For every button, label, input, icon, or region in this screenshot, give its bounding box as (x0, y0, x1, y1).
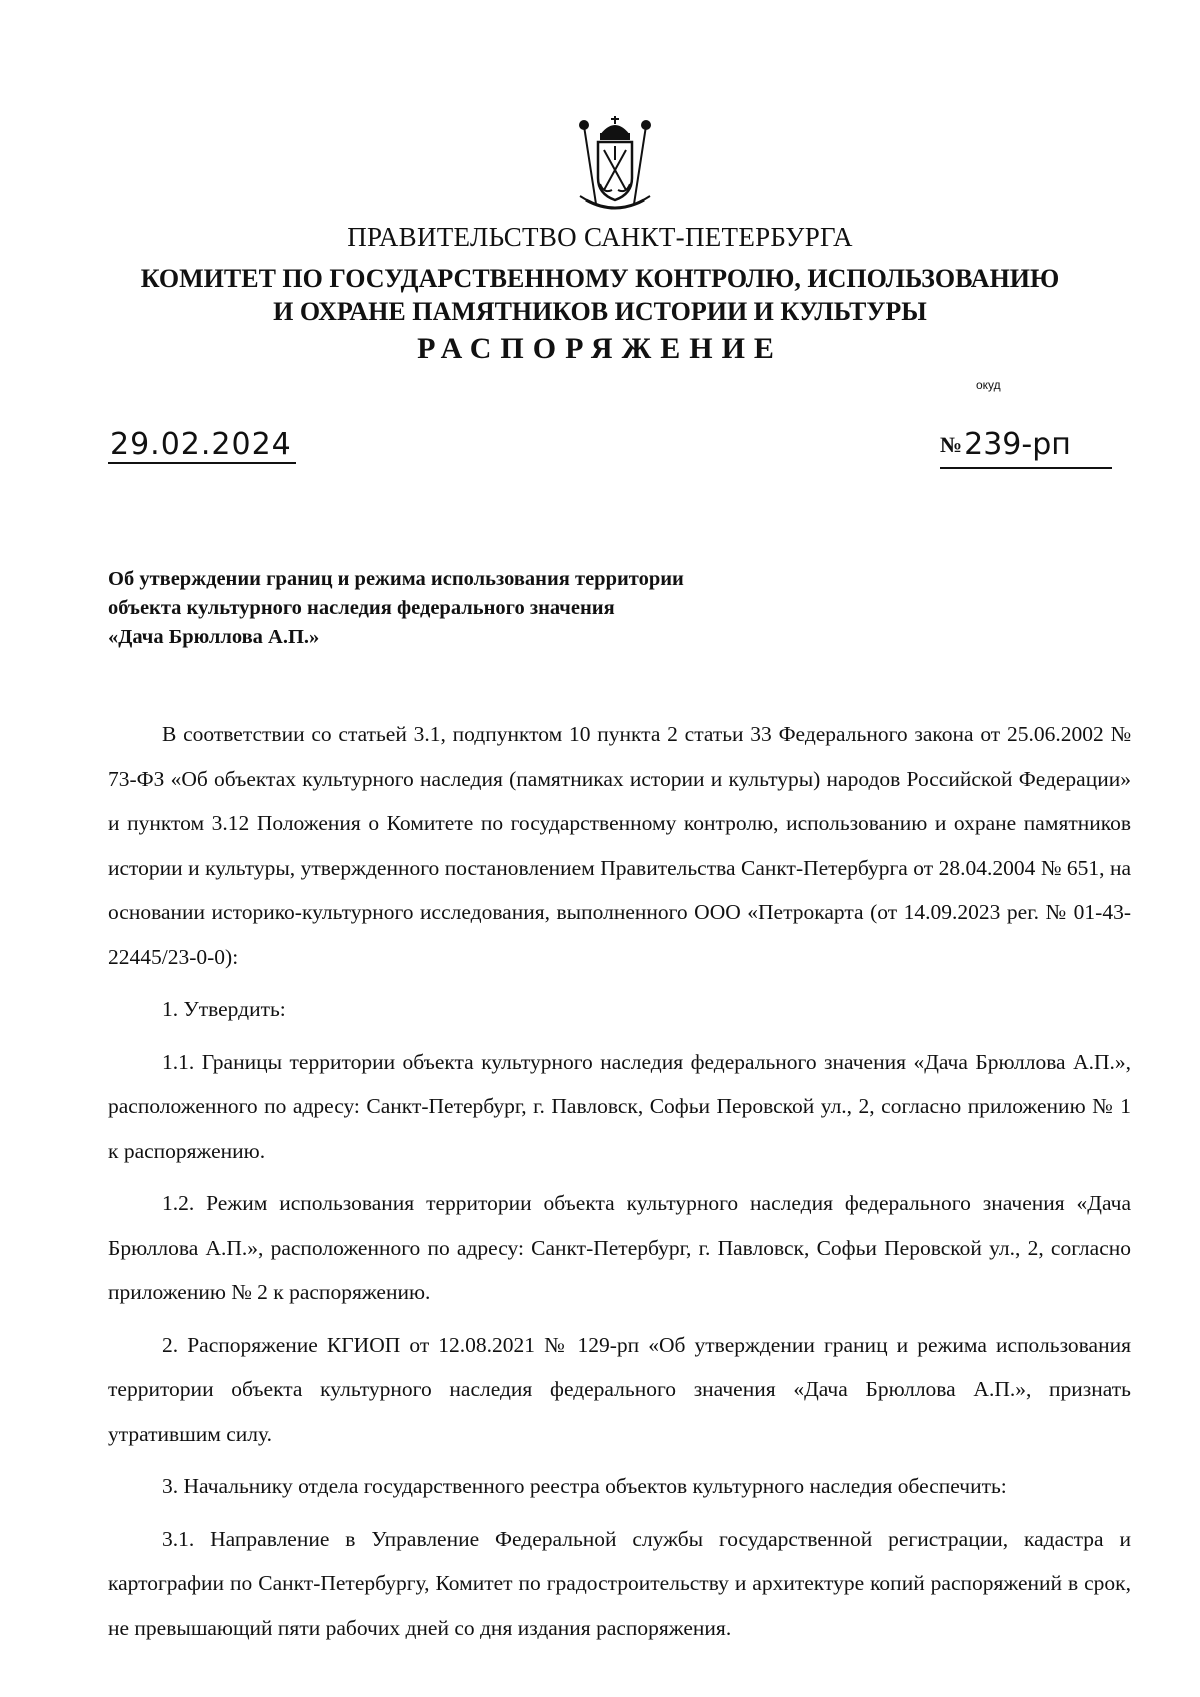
coat-of-arms-emblem (572, 112, 658, 216)
subject-line-2: объекта культурного наследия федерального значения (108, 597, 615, 619)
document-subject (108, 565, 868, 652)
document-body (108, 712, 1131, 1650)
document-type-title: РАСПОРЯЖЕНИЕ (417, 332, 783, 365)
okud-label: окуд (976, 378, 1001, 392)
document-date: 29.02.2024 (108, 428, 296, 464)
government-heading: ПРАВИТЕЛЬСТВО САНКТ-ПЕТЕРБУРГА (347, 222, 853, 252)
paragraph-item-1-1: 1.1. Границы территории объекта культурного наследия федерального значения «Дача Брюллова А.П.», расположенного по адресу: Санкт-Петербург, г. Павловск, Софьи Перовской ул., 2, согласно приложению № 1 к распоряжению. (108, 1049, 1131, 1163)
document-number (940, 428, 1112, 469)
committee-line-2: И ОХРАНЕ ПАМЯТНИКОВ ИСТОРИИ И КУЛЬТУРЫ (273, 297, 927, 326)
subject-line-1: Об утверждении границ и режима использования территории (108, 568, 684, 590)
committee-heading (0, 262, 1200, 328)
paragraph-item-3-1: 3.1. Направление в Управление Федеральной службы государственной регистрации, кадастра и картографии по Санкт-Петербургу, Комитет по градостроительству и архитектуре копий распоряжений в срок, не превышающий пяти рабочих дней со дня издания распоряжения. (108, 1526, 1131, 1640)
subject-line-3: «Дача Брюллова А.П.» (108, 626, 320, 648)
number-sign: № (940, 432, 963, 457)
paragraph-item-1: 1. Утвердить: (162, 997, 286, 1021)
number-value: 239-рп (964, 427, 1071, 462)
paragraph-item-3: 3. Начальнику отдела государственного реестра объектов культурного наследия обеспечить: (162, 1474, 1007, 1498)
committee-line-1: КОМИТЕТ ПО ГОСУДАРСТВЕННОМУ КОНТРОЛЮ, ИСПОЛЬЗОВАНИЮ (140, 264, 1060, 293)
paragraph-preamble: В соответствии со статьей 3.1, подпунктом 10 пункта 2 статьи 33 Федерального закона от 25.06.2002 № 73-ФЗ «Об объектах культурного наследия (памятниках истории и культуры) народов Российской Федерации» и пунктом 3.12 Положения о Комитете по государственному контролю, использованию и охране памятников истории и культуры, утвержденного постановлением Правительства Санкт-Петербурга от 28.04.2004 № 651, на основании историко-культурного исследования, выполненного ООО «Петрокарта (от 14.09.2023 рег. № 01-43-22445/23-0-0): (108, 722, 1131, 969)
paragraph-item-1-2: 1.2. Режим использования территории объекта культурного наследия федерального значения «Дача Брюллова А.П.», расположенного по адресу: Санкт-Петербург, г. Павловск, Софьи Перовской ул., 2, согласно приложению № 2 к распоряжению. (108, 1191, 1131, 1304)
paragraph-item-2: 2. Распоряжение КГИОП от 12.08.2021 № 129-рп «Об утверждении границ и режима использования территории объекта культурного наследия федерального значения «Дача Брюллова А.П.», признать утратившим силу. (108, 1332, 1131, 1446)
